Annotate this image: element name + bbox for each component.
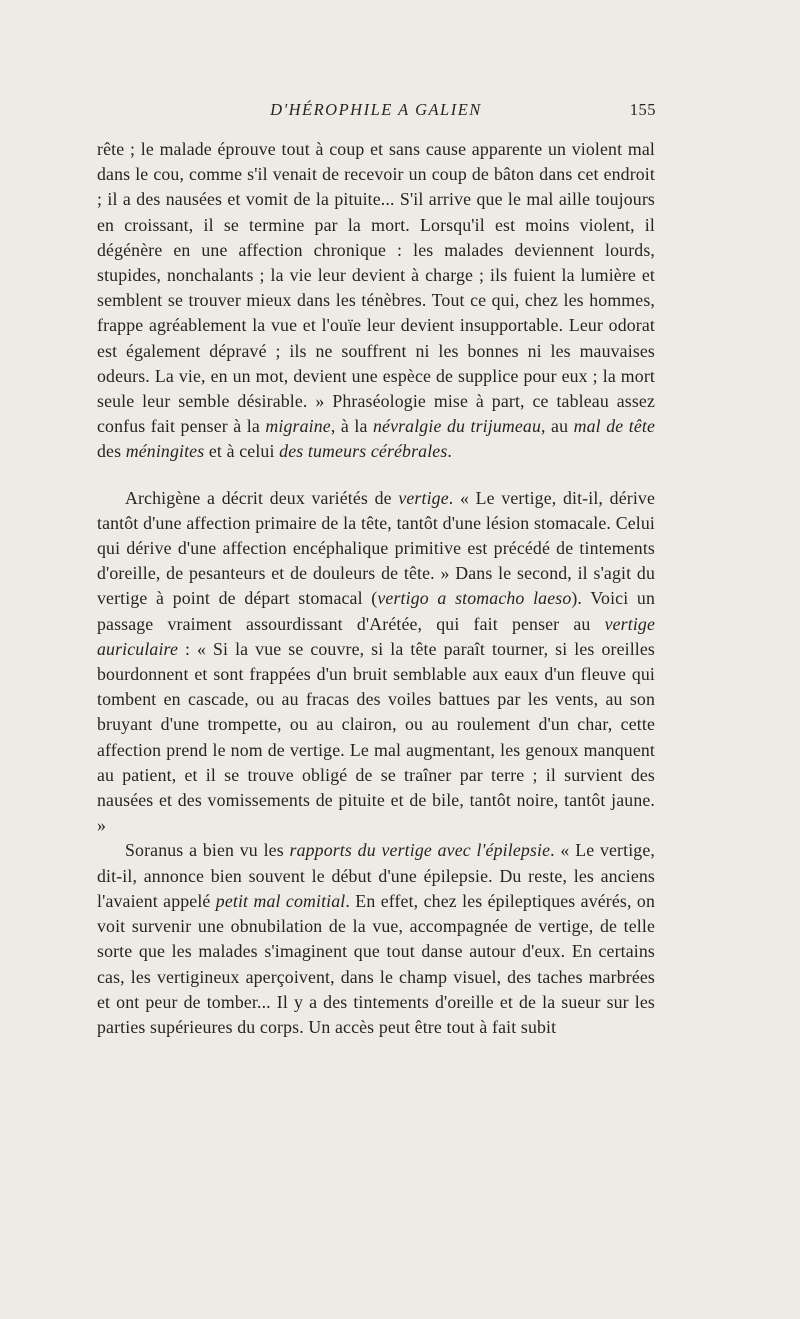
running-head <box>96 100 656 124</box>
paragraph-archigene <box>97 486 655 839</box>
text-run: ). Voici un passage vraiment assourdissant d'Arétée, qui fait penser au <box>97 588 655 634</box>
text-run: : « Si la vue se couvre, si la tête paraît tourner, si les oreilles bourdonnent et sont frappées d'un bruit semblable aux eaux d'un fleuve qui tombent en cascade, ou au fracas des voiles battues par les vents, au son bruyant d'une trompette, ou au clairon, ou au roulement d'un char, cette affection prend le nom de vertige. Le mal augmentant, les genoux manquent au patient, et il se trouve obligé de se traîner par terre ; il survient des nausées et des vomissements de pituite et de bile, tantôt noire, tantôt jaune. » <box>97 638 655 836</box>
text-run: Soranus a bien vu les <box>125 840 290 861</box>
text-run: rête ; le malade éprouve tout à coup et sans cause apparente un violent mal dans le cou, comme s'il venait de recevoir un coup de bâton dans cet endroit ; il a des nausées et vomit de la pituite... S'il arrive que le mal aille toujours en croissant, il se termine par la mort. Lorsqu'il est moins violent, il dégénère en une affection chronique : les malades deviennent lourds, stupides, nonchalants ; la vie leur devient à charge ; ils fuient la lumière et semblent se trouver mieux dans les ténèbres. Tout ce qui, chez les hommes, frappe agréablement la vue et l'ouïe leur devient insupportable. Leur odorat est également dépravé ; ils ne souffrent ni les bonnes ni les mauvaises odeurs. La vie, en un mot, devient une espèce de supplice pour eux ; la mort seule leur semble désirable. » Phraséologie mise à part, ce tableau assez confus fait penser à la <box>97 139 655 437</box>
italic-term: vertige auriculaire <box>97 613 655 659</box>
text-run: Archigène a décrit deux variétés de <box>125 487 399 508</box>
text-run: et à celui <box>204 441 280 462</box>
italic-term: vertigo a stomacho laeso <box>377 588 572 609</box>
text-run: . En effet, chez les épileptiques avérés, on voit survenir une obnubilation de la vue, accompagnée de vertige, de telle sorte que les malades s'imaginent que tout danse autour d'eux. En certains cas, les vertigineux aperçoivent, dans le champ visuel, des taches marbrées et ont peur de tomber... Il y a des tintements d'oreille et de la sueur sur les parties supérieures du corps. Un accès peut être tout à fait subit <box>97 890 655 1037</box>
italic-term: des tumeurs cérébrales <box>279 441 448 462</box>
text-run: , à la <box>330 416 373 437</box>
italic-term: vertige <box>398 487 449 508</box>
paragraph-continued <box>97 137 655 465</box>
text-run: . « Le vertige, dit-il, dérive tantôt d'une affection primaire de la tête, tantôt d'une lésion stomacale. Celui qui dérive d'une affection encéphalique primitive est précédé de tintements d'oreille, de pesanteurs et de douleurs de tête. » Dans le second, il s'agit du vertige à point de départ stomacal ( <box>97 487 655 609</box>
italic-term: mal de tête <box>573 416 656 437</box>
paragraph-soranus <box>97 838 655 1040</box>
page-number: 155 <box>629 100 656 119</box>
italic-term: rapports du vertige avec l'épilepsie <box>289 840 551 861</box>
text-run: , au <box>541 416 574 437</box>
italic-term: petit mal comitial <box>215 890 346 911</box>
italic-term: méningites <box>125 441 205 462</box>
text-run: . <box>447 441 453 462</box>
running-title: D'HÉROPHILE A GALIEN <box>270 100 482 119</box>
text-run: . « Le vertige, dit-il, annonce bien souvent le début d'une épilepsie. Du reste, les anciens l'avaient appelé <box>97 840 655 911</box>
italic-term: névralgie du trijumeau <box>372 416 541 437</box>
italic-term: migraine <box>265 416 331 437</box>
body-text <box>97 137 655 1040</box>
text-run: des <box>97 441 126 462</box>
